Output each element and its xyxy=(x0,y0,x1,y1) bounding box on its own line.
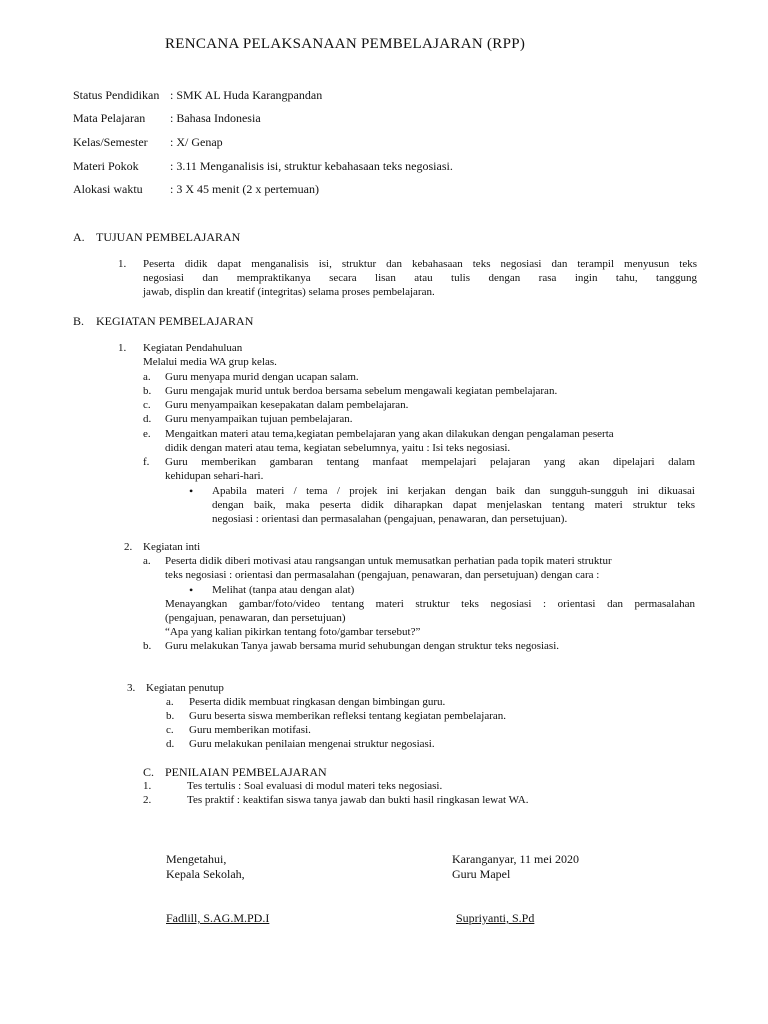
list-item-continuation: didik dengan materi atau tema, kegiatan sebelumnya, yaitu : Isi teks negosiasi. xyxy=(165,442,511,454)
list-item: Mengaitkan materi atau tema,kegiatan pembelajaran yang akan dilakukan dengan pengalaman peserta xyxy=(165,428,614,440)
signature-right-line2: Guru Mapel xyxy=(452,867,511,881)
list-number: 2. xyxy=(143,794,152,806)
identity-label: Status Pendidikan xyxy=(73,88,160,102)
subsection-title: Kegiatan inti xyxy=(143,541,201,553)
paragraph-line: “Apa yang kalian pikirkan tentang foto/gambar tersebut?” xyxy=(165,626,421,638)
list-item: Guru menyapa murid dengan ucapan salam. xyxy=(165,371,359,383)
list-item: Guru menyampaikan kesepakatan dalam pembelajaran. xyxy=(165,399,409,411)
subsection-title: Kegiatan Pendahuluan xyxy=(143,342,243,354)
signature-right-line1: Karanganyar, 11 mei 2020 xyxy=(452,852,580,866)
signature-right-name: Supriyanti, S.Pd xyxy=(456,911,535,925)
section-c-heading: PENILAIAN PEMBELAJARAN xyxy=(165,765,327,779)
list-letter: b. xyxy=(143,640,152,652)
list-item: Peserta didik diberi motivasi atau rangsangan untuk memusatkan perhatian pada topik materi struktur xyxy=(165,555,612,567)
list-number: 3. xyxy=(127,682,136,694)
paragraph-line: Peserta didik dapat menganalisis isi, struktur dan kebahasaan teks negosiasi dan terampil menyusun teks xyxy=(143,258,697,270)
bullet-text-line: Melihat (tanpa atau dengan alat) xyxy=(212,584,355,596)
identity-label: Materi Pokok xyxy=(73,159,139,173)
list-letter: d. xyxy=(143,413,152,425)
list-item: Guru menyampaikan tujuan pembelajaran. xyxy=(165,413,353,425)
list-item: Guru memberikan motifasi. xyxy=(189,724,311,736)
list-letter: b. xyxy=(166,710,175,722)
identity-label: Mata Pelajaran xyxy=(73,111,146,125)
signature-left-line2: Kepala Sekolah, xyxy=(166,867,245,881)
page-title: RENCANA PELAKSANAAN PEMBELAJARAN (RPP) xyxy=(165,36,526,52)
list-letter: e. xyxy=(143,428,151,440)
identity-label: Alokasi waktu xyxy=(73,182,143,196)
bullet-text-line: dengan baik, maka peserta didik diharapkan dapat menjelaskan tentang materi struktur teks xyxy=(212,499,695,511)
list-item-continuation: kehidupan sehari-hari. xyxy=(165,470,264,482)
list-item: Guru melakukan penilaian mengenai struktur negosiasi. xyxy=(189,738,435,750)
list-number: 1. xyxy=(118,342,127,354)
list-letter: c. xyxy=(166,724,174,736)
list-number: 1. xyxy=(143,780,152,792)
section-b-heading: KEGIATAN PEMBELAJARAN xyxy=(96,314,254,328)
paragraph-line: (pengajuan, penawaran, dan persetujuan) xyxy=(165,612,346,624)
paragraph-line: negosiasi dan mempraktikanya secara lisan atau tulis dengan rasa ingin tahu, tanggung xyxy=(143,272,697,284)
list-letter: a. xyxy=(166,696,174,708)
list-number: 2. xyxy=(124,541,133,553)
section-a-letter: A. xyxy=(73,230,85,244)
list-item: Guru mengajak murid untuk berdoa bersama sebelum mengawali kegiatan pembelajaran. xyxy=(165,385,558,397)
paragraph-line: jawab, displin dan kreatif (integritas) selama proses pembelajaran. xyxy=(143,286,435,298)
section-a-heading: TUJUAN PEMBELAJARAN xyxy=(96,230,241,244)
bullet-text-line: negosiasi : orientasi dan permasalahan (pengajuan, penawaran, dan persetujuan). xyxy=(212,513,568,525)
subsection-title: Kegiatan penutup xyxy=(146,682,224,694)
subsection-intro: Melalui media WA grup kelas. xyxy=(143,356,277,368)
list-item: Guru memberikan gambaran tentang manfaat mempelajari pelajaran yang akan dipelajari dalam xyxy=(165,456,695,468)
section-b-letter: B. xyxy=(73,314,85,328)
list-letter: d. xyxy=(166,738,175,750)
signature-left-name: Fadlill, S.AG.M.PD.I xyxy=(166,911,270,925)
list-letter: b. xyxy=(143,385,152,397)
identity-value: : 3 X 45 menit (2 x pertemuan) xyxy=(170,182,319,196)
section-c-letter: C. xyxy=(143,765,155,779)
list-item: Tes praktif : keaktifan siswa tanya jawab dan bukti hasil ringkasan lewat WA. xyxy=(187,794,529,806)
identity-value: : Bahasa Indonesia xyxy=(170,111,261,125)
list-number: 1. xyxy=(118,258,127,270)
list-item-continuation: teks negosiasi : orientasi dan permasalahan (pengajuan, penawaran, dan persetujuan) dengan cara : xyxy=(165,569,600,581)
list-letter: a. xyxy=(143,371,151,383)
list-letter: c. xyxy=(143,399,151,411)
bullet-text-line: Apabila materi / tema / projek ini kerjakan dengan baik dan sungguh-sungguh ini dikuasai xyxy=(212,485,695,497)
bullet-icon: • xyxy=(189,583,194,597)
identity-value: : SMK AL Huda Karangpandan xyxy=(170,88,323,102)
paragraph-line: Menayangkan gambar/foto/video tentang materi struktur teks negosiasi : orientasi dan permasalahan xyxy=(165,598,695,610)
signature-left-line1: Mengetahui, xyxy=(166,852,227,866)
list-letter: f. xyxy=(143,456,150,468)
list-letter: a. xyxy=(143,555,151,567)
list-item: Guru melakukan Tanya jawab bersama murid sehubungan dengan struktur teks negosiasi. xyxy=(165,640,560,652)
bullet-icon: • xyxy=(189,484,194,498)
list-item: Tes tertulis : Soal evaluasi di modul materi teks negosiasi. xyxy=(187,780,443,792)
list-item: Peserta didik membuat ringkasan dengan bimbingan guru. xyxy=(189,696,446,708)
list-item: Guru beserta siswa memberikan refleksi tentang kegiatan pembelajaran. xyxy=(189,710,507,722)
identity-value: : X/ Genap xyxy=(170,135,223,149)
identity-value: : 3.11 Menganalisis isi, struktur kebahasaan teks negosiasi. xyxy=(170,159,453,173)
identity-label: Kelas/Semester xyxy=(73,135,148,149)
